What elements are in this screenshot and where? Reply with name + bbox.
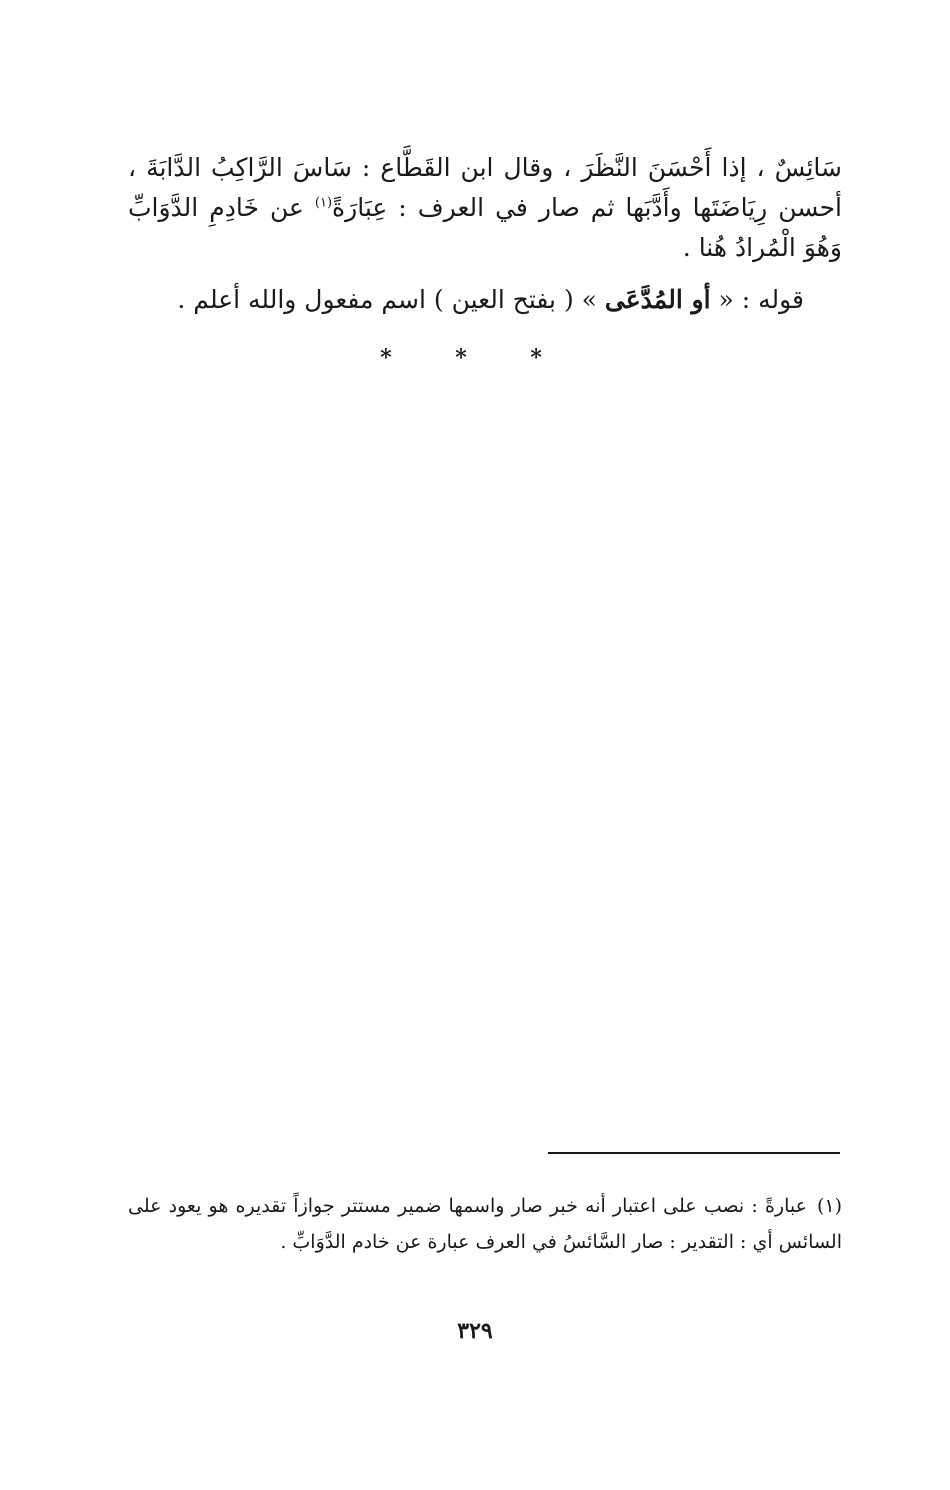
paragraph-2-prefix: قوله : « — [710, 285, 804, 314]
paragraph-1-text-a: سَائِسٌ ، إذا أَحْسَنَ النَّظَرَ ، وقال ابن القَطَّاع : سَاسَ الرَّاكِبُ الدَّابَةَ ، أحسن رِيَاضَتَها وأَدَّبَها ثم صار في العرف : عِبَارَةً — [128, 153, 842, 222]
footnote-reference[interactable]: (١) — [314, 195, 333, 211]
paragraph-2-suffix: » ( بفتح العين ) اسم مفعول والله أعلم . — [177, 285, 605, 314]
footnote — [128, 1188, 842, 1260]
quoted-term: أو المُدَّعَى — [604, 285, 711, 314]
paragraph-1-text-b: عن خَادِمِ الدَّوَابِّ وَهُوَ الْمُرادُ هُنا . — [128, 193, 842, 262]
main-text — [128, 148, 842, 320]
section-separator: * * * — [380, 345, 570, 371]
footnote-divider — [548, 1152, 840, 1154]
page-number: ٣٢٩ — [457, 1318, 493, 1344]
paragraph-2 — [128, 280, 842, 320]
footnote-number: (١) — [816, 1195, 842, 1217]
paragraph-1 — [128, 148, 842, 268]
footnote-text: عبارةً : نصب على اعتبار أنه خبر صار واسمها ضمير مستتر جوازاً تقديره هو يعود على السائس أي : التقدير : صار السَّائسُ في العرف عبارة عن خادم الدَّوَابِّ . — [128, 1195, 842, 1253]
